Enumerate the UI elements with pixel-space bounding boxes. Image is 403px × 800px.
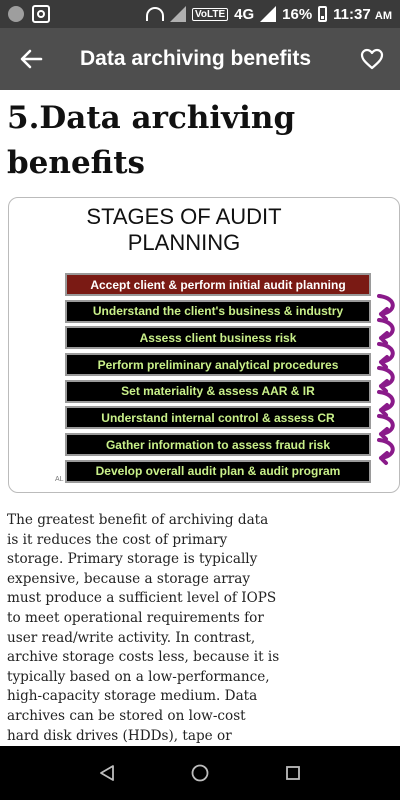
stage-item: Understand the client's business & industry xyxy=(65,300,371,323)
stage-item: Set materiality & assess AAR & IR xyxy=(65,380,371,403)
stage-item: Accept client & perform initial audit planning xyxy=(65,273,371,296)
figure-title: STAGES OF AUDIT PLANNING xyxy=(86,204,282,255)
audit-planning-figure xyxy=(8,197,400,493)
signal-empty-icon xyxy=(170,6,186,22)
stage-item: Understand internal control & assess CR xyxy=(65,406,371,429)
system-nav-bar xyxy=(0,746,400,800)
stage-list xyxy=(65,273,371,487)
app-bar xyxy=(0,28,400,90)
status-bar xyxy=(0,0,400,28)
hotspot-icon xyxy=(146,7,164,21)
network-type: 4G xyxy=(234,5,255,23)
clock: 11:37 AM xyxy=(333,5,392,23)
signal-strength-icon xyxy=(260,6,276,22)
notification-dot-icon xyxy=(8,6,24,22)
page-title: Data archiving benefits xyxy=(80,47,312,70)
stage-item: Perform preliminary analytical procedures xyxy=(65,353,371,376)
stage-item: Gather information to assess fraud risk xyxy=(65,433,371,456)
favorite-button[interactable] xyxy=(344,28,400,90)
volte-badge: VoLTE xyxy=(192,8,228,21)
camera-notification-icon xyxy=(32,5,50,23)
article-content[interactable] xyxy=(0,90,400,746)
nav-back-button[interactable] xyxy=(87,753,127,793)
square-recents-icon xyxy=(285,765,301,781)
arrow-left-icon xyxy=(20,49,42,69)
stage-item: Assess client business risk xyxy=(65,326,371,349)
stage-item: Develop overall audit plan & audit program xyxy=(65,460,371,483)
heart-outline-icon xyxy=(360,48,384,70)
down-arrows-icon xyxy=(373,292,403,464)
figure-watermark: AL xyxy=(55,476,64,483)
circle-home-icon xyxy=(190,763,210,783)
back-button[interactable] xyxy=(0,28,62,90)
nav-home-button[interactable] xyxy=(180,753,220,793)
battery-icon xyxy=(318,6,327,22)
battery-percent: 16% xyxy=(282,5,313,23)
article-heading: 5.Data archiving benefits xyxy=(7,100,296,181)
article-body: The greatest benefit of archiving data is it reduces the cost of primary storage. Primary storage is typically expensive, because a storage array must produce a sufficient level of IOPS to meet operational requirements for user read/write activity. In contrast, archive storage costs less, because it is typically based on a low-performance, high-capacity storage medium. Data archives can be stored on low-cost hard disk drives (HDDs), tape or xyxy=(7,512,280,744)
nav-recents-button[interactable] xyxy=(273,753,313,793)
triangle-back-icon xyxy=(98,764,116,782)
